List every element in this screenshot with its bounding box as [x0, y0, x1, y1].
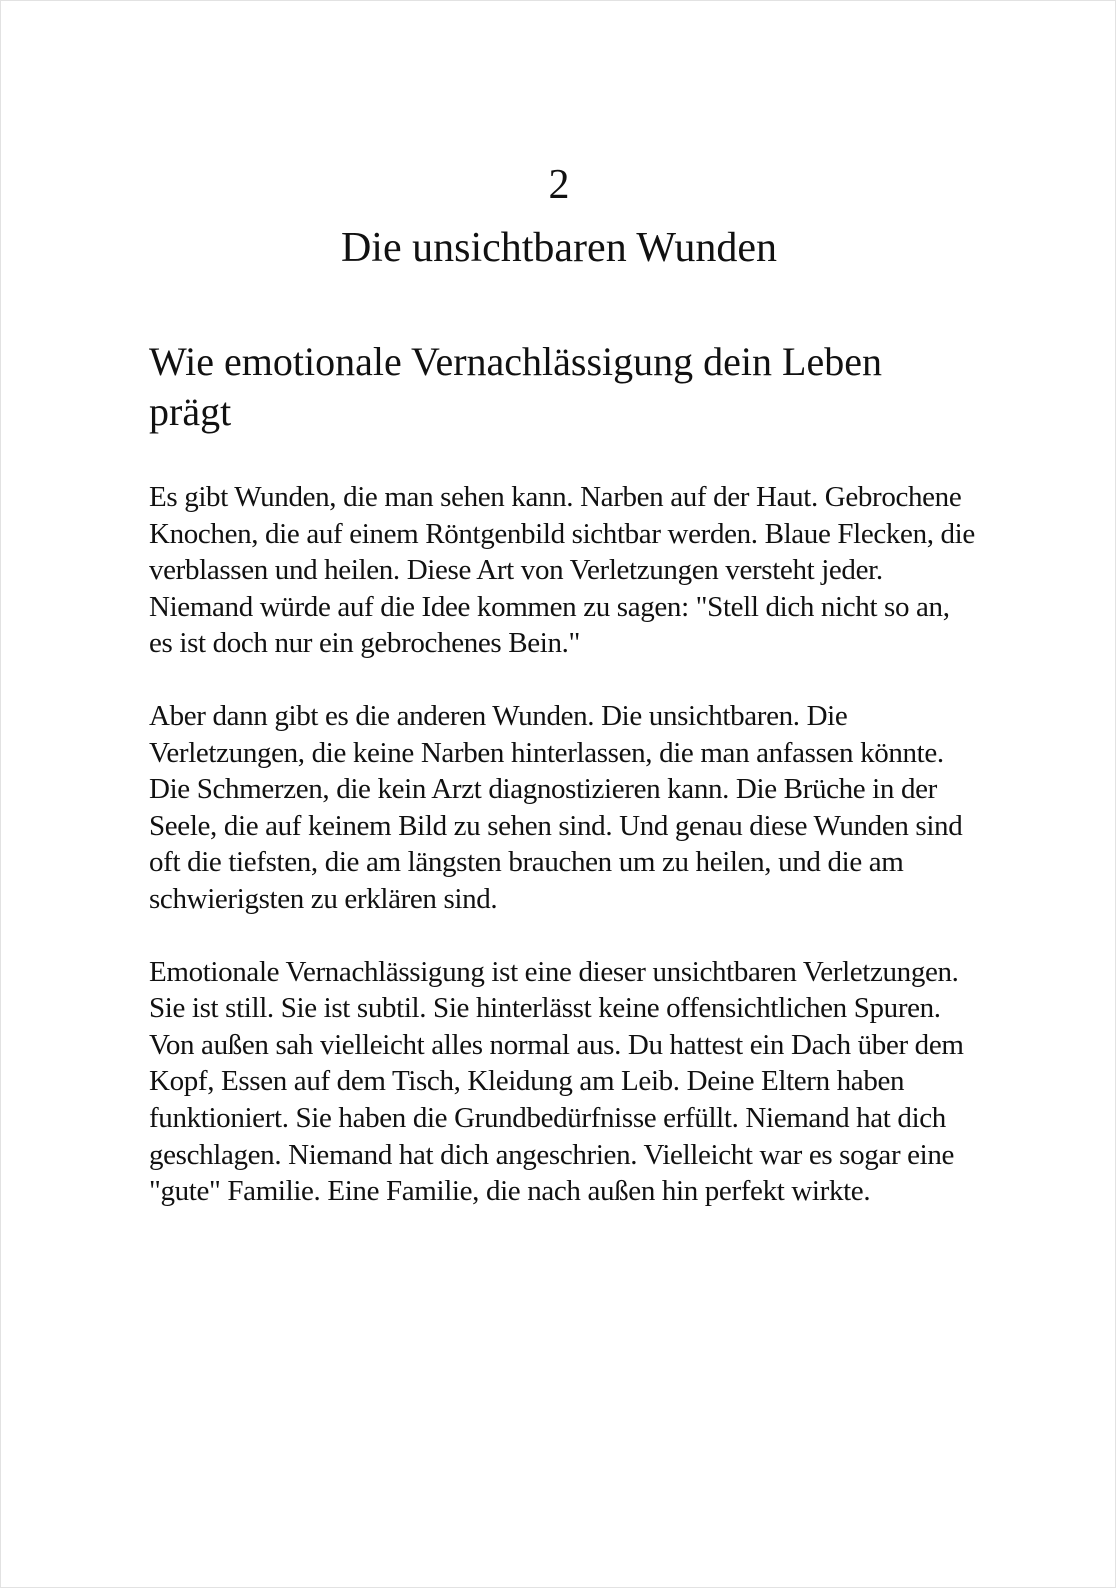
- chapter-title: Die unsichtbaren Wunden: [340, 225, 778, 271]
- paragraph: Emotionale Vernachlässigung ist eine dieser unsichtbaren Verletzungen. Sie ist still. Sie ist subtil. Sie hinterlässt keine offensichtlichen Spuren. Von außen sah vielleicht alles normal aus. Du hattest ein Dach über dem Kopf, Essen auf dem Tisch, Kleidung am Leib. Deine Eltern haben funktioniert. Sie haben die Grundbedürfnisse erfüllt. Niemand hat dich geschlagen. Niemand hat dich angeschrien. Vielleicht war es sogar eine "gute" Familie. Eine Familie, die nach außen hin perfekt wirkte.: [149, 955, 964, 1208]
- body-text: [149, 479, 979, 1246]
- chapter-number: 2: [548, 162, 570, 208]
- section-heading: Wie emotionale Vernachlässigung dein Leben prägt: [149, 339, 882, 434]
- paragraph: Es gibt Wunden, die man sehen kann. Narben auf der Haut. Gebrochene Knochen, die auf einem Röntgenbild sichtbar werden. Blaue Flecken, die verblassen und heilen. Diese Art von Verletzungen versteht jeder. Niemand würde auf die Idee kommen zu sagen: "Stell dich nicht so an, es ist doch nur ein gebrochenes Bein.": [149, 481, 975, 660]
- paragraph: Aber dann gibt es die anderen Wunden. Die unsichtbaren. Die Verletzungen, die keine Narben hinterlassen, die man anfassen könnte. Die Schmerzen, die kein Arzt diagnostizieren kann. Die Brüche in der Seele, die auf keinem Bild zu sehen sind. Und genau diese Wunden sind oft die tiefsten, die am längsten brauchen um zu heilen, und die am schwierigsten zu erklären sind.: [149, 699, 963, 915]
